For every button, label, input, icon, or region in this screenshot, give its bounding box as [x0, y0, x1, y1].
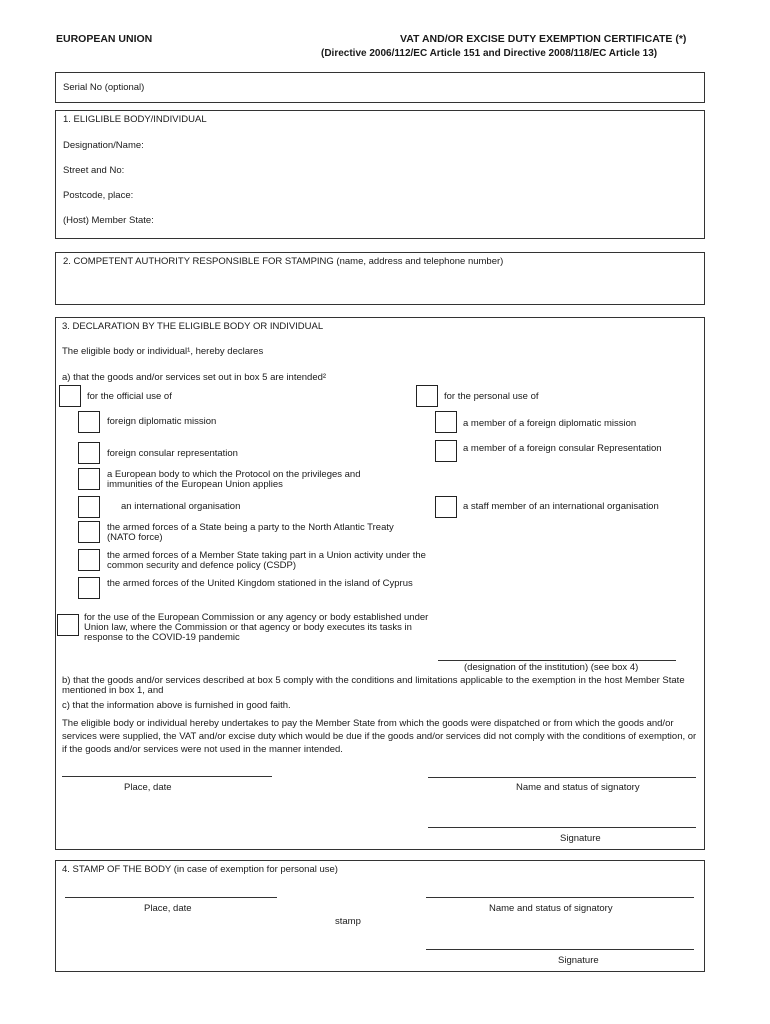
box4-signature-line[interactable] [426, 949, 694, 950]
postcode-label: Postcode, place: [63, 190, 134, 201]
declares-text: The eligible body or individual¹, hereby declares [62, 346, 264, 357]
member-diplomatic-label: a member of a foreign diplomatic mission [463, 418, 637, 429]
box-stamp [55, 860, 705, 972]
eu-body-checkbox[interactable] [78, 468, 100, 490]
box-eligible-body [55, 110, 705, 239]
box4-signature-label: Signature [558, 955, 599, 966]
diplomatic-mission-label: foreign diplomatic mission [107, 416, 217, 427]
box4-place-date-label: Place, date [144, 903, 192, 914]
section-c-text: c) that the information above is furnished in good faith. [62, 700, 291, 711]
nato-label: the armed forces of a State being a party to the North Atlantic Treaty (NATO force) [107, 522, 394, 543]
member-diplomatic-checkbox[interactable] [435, 411, 457, 433]
official-use-checkbox[interactable] [59, 385, 81, 407]
designation-label: Designation/Name: [63, 140, 144, 151]
name-status-label: Name and status of signatory [516, 782, 640, 793]
box2-heading: 2. COMPETENT AUTHORITY RESPONSIBLE FOR STAMPING (name, address and telephone number) [63, 256, 504, 267]
eu-body-label: a European body to which the Protocol on the privileges and immunities of the European Union applies [107, 469, 361, 490]
serial-box [55, 72, 705, 103]
intl-org-label: an international organisation [121, 501, 241, 512]
personal-use-label: for the personal use of [444, 391, 539, 402]
intl-org-checkbox[interactable] [78, 496, 100, 518]
consular-checkbox[interactable] [78, 442, 100, 464]
staff-intl-label: a staff member of an international organisation [463, 501, 659, 512]
staff-intl-checkbox[interactable] [435, 496, 457, 518]
csdp-checkbox[interactable] [78, 549, 100, 571]
page-subtitle: (Directive 2006/112/EC Article 151 and Directive 2008/118/EC Article 13) [321, 48, 658, 59]
box4-name-status-label: Name and status of signatory [489, 903, 613, 914]
section-b-text: b) that the goods and/or services described at box 5 comply with the conditions and limitations applicable to the exemption in the host Member State mentioned in box 1, and [62, 675, 685, 696]
member-consular-checkbox[interactable] [435, 440, 457, 462]
csdp-label: the armed forces of a Member State taking part in a Union activity under the common security and defence policy (CSDP) [107, 550, 426, 571]
box4-name-status-line[interactable] [426, 897, 694, 898]
box4-place-date-line[interactable] [65, 897, 277, 898]
undertaking-text: The eligible body or individual hereby undertakes to pay the Member State from which the goods were dispatched or from which the goods and/or services were supplied, the VAT and/or excise duty which would be due if the goods and/or services did not comply with the conditions of exemption, or if the goods and/or services were not used in the manner intended. [62, 718, 697, 755]
section-a-intro: a) that the goods and/or services set out in box 5 are intended² [62, 372, 327, 383]
place-date-label: Place, date [124, 782, 172, 793]
uk-cyprus-label: the armed forces of the United Kingdom stationed in the island of Cyprus [107, 578, 413, 589]
box4-heading: 4. STAMP OF THE BODY (in case of exemption for personal use) [62, 864, 338, 875]
diplomatic-mission-checkbox[interactable] [78, 411, 100, 433]
commission-label: for the use of the European Commission or any agency or body established under Union law, where the Commission or that agency or body executes its tasks in response to the COVID-19 pandemic [84, 612, 429, 643]
institution-caption: (designation of the institution) (see box 4) [464, 662, 639, 673]
member-state-label: (Host) Member State: [63, 215, 154, 226]
signature-line[interactable] [428, 827, 696, 828]
box-competent-authority [55, 252, 705, 305]
consular-label: foreign consular representation [107, 448, 238, 459]
serial-label: Serial No (optional) [63, 82, 145, 93]
box1-heading: 1. ELIGLIBLE BODY/INDIVIDUAL [63, 114, 207, 125]
page-title: VAT AND/OR EXCISE DUTY EXEMPTION CERTIFICATE (*) [400, 33, 687, 45]
place-date-line[interactable] [62, 776, 272, 777]
commission-checkbox[interactable] [57, 614, 79, 636]
stamp-label: stamp [335, 916, 361, 927]
nato-checkbox[interactable] [78, 521, 100, 543]
signature-label: Signature [560, 833, 601, 844]
personal-use-checkbox[interactable] [416, 385, 438, 407]
name-status-line[interactable] [428, 777, 696, 778]
header-left: EUROPEAN UNION [56, 33, 153, 45]
uk-cyprus-checkbox[interactable] [78, 577, 100, 599]
institution-line[interactable] [438, 660, 676, 661]
box3-heading: 3. DECLARATION BY THE ELIGIBLE BODY OR INDIVIDUAL [62, 321, 324, 332]
member-consular-label: a member of a foreign consular Representation [463, 443, 662, 454]
official-use-label: for the official use of [87, 391, 172, 402]
street-label: Street and No: [63, 165, 125, 176]
